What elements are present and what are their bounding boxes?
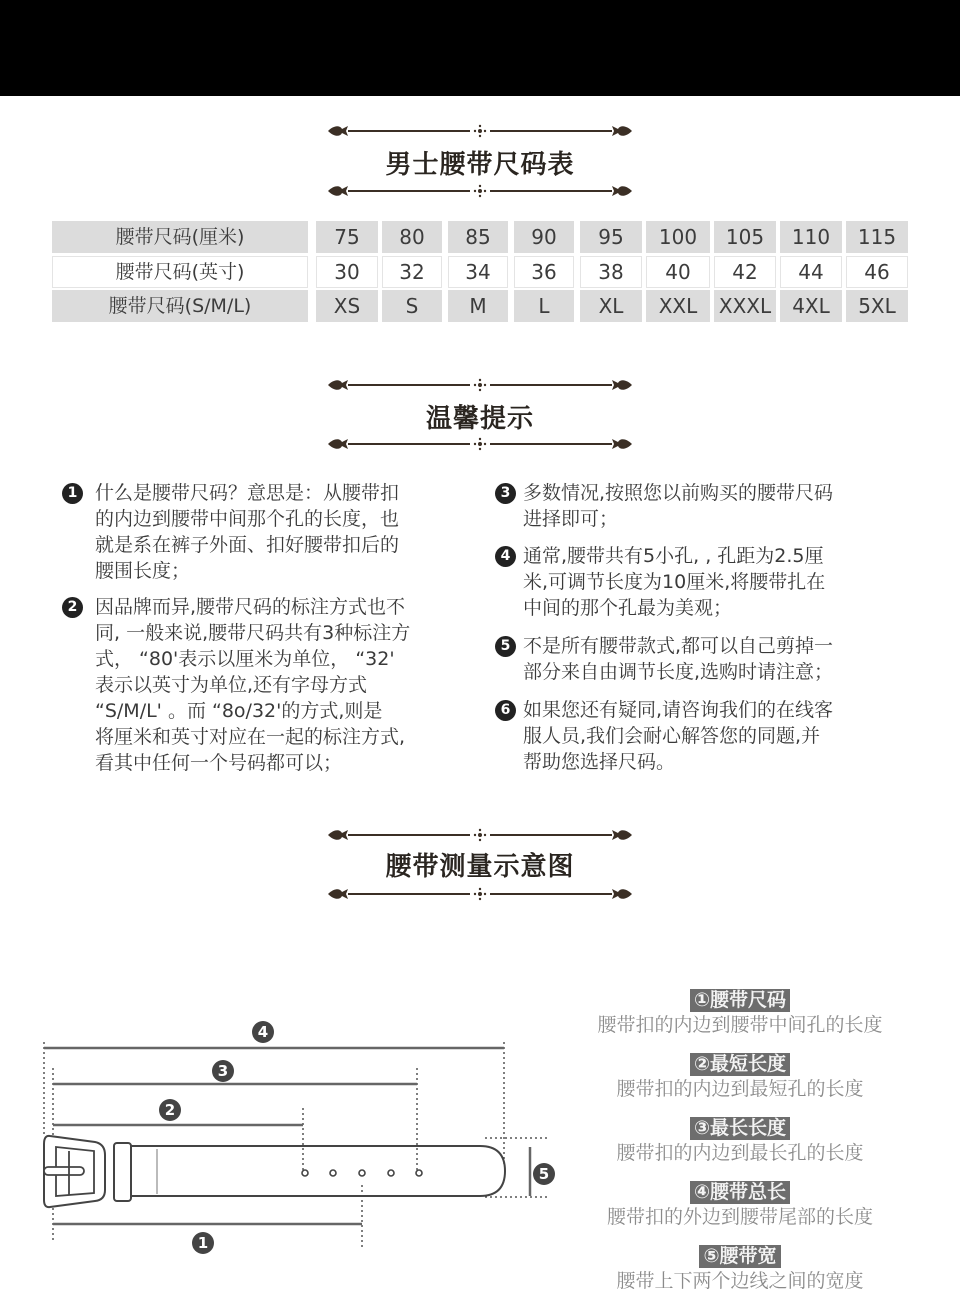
marker-3: 3 — [217, 1062, 229, 1080]
marker-1: 1 — [197, 1234, 209, 1252]
number-badge-icon: 4 — [495, 546, 516, 567]
ornament-divider-icon — [320, 886, 640, 902]
tip-line: 表示以英寸为单位,还有字母方式 — [95, 674, 368, 696]
tip-text — [523, 633, 833, 685]
tip-line: 通常,腰带共有5小孔, , 孔距为2.5厘 — [523, 545, 824, 567]
row-label: 腰带尺码(厘米) — [52, 221, 308, 253]
table-cell: XXL — [646, 290, 710, 322]
row-label: 腰带尺码(S/M/L) — [52, 290, 308, 322]
tip-5 — [495, 633, 895, 688]
tip-line: 的内边到腰带中间那个孔的长度，也 — [95, 508, 400, 530]
label-tag: ⑤腰带宽 — [699, 1245, 780, 1268]
tip-line: 米,可调节长度为10厘米,将腰带扎在 — [523, 571, 826, 593]
table-cell: XS — [316, 290, 378, 322]
number-badge-icon: 6 — [495, 700, 516, 721]
table-row-letter — [52, 290, 910, 322]
label-tag: ④腰带总长 — [690, 1181, 790, 1204]
table-cell: 40 — [646, 256, 710, 288]
table-cell: 34 — [448, 256, 508, 288]
table-cell: 5XL — [846, 290, 908, 322]
tip-text — [523, 480, 833, 532]
diagram-label-2 — [560, 1053, 920, 1102]
tip-line: 就是系在裤子外面、扣好腰带扣后的 — [95, 534, 400, 556]
tip-line: 因品牌而异,腰带尺码的标注方式也不 — [95, 596, 406, 618]
tip-text — [523, 543, 825, 621]
table-cell: 105 — [714, 221, 776, 253]
ornament-divider-icon — [320, 436, 640, 452]
diagram-label-4 — [560, 1181, 920, 1230]
tip-6 — [495, 697, 895, 777]
table-cell: L — [514, 290, 574, 322]
tip-line: 同, 一般来说,腰带尺码共有3种标注方 — [95, 622, 411, 644]
table-cell: 80 — [382, 221, 442, 253]
tip-line: 帮助您选择尺码。 — [523, 751, 676, 773]
label-desc: 腰带扣的内边到最长孔的长度 — [616, 1142, 864, 1164]
ornament-divider-icon — [320, 123, 640, 139]
table-cell: 30 — [316, 256, 378, 288]
tip-line: 部分来自由调节长度,选购时请注意； — [523, 661, 834, 683]
tip-text — [95, 594, 410, 776]
label-tag: ③最长长度 — [690, 1117, 790, 1140]
tip-line: 进择即可； — [523, 508, 619, 530]
marker-2: 2 — [164, 1101, 176, 1119]
table-row-cm — [52, 221, 910, 253]
tip-2 — [62, 594, 472, 779]
table-cell: 90 — [514, 221, 574, 253]
tip-1 — [62, 480, 472, 590]
tip-line: 腰围长度； — [95, 560, 191, 582]
table-cell: 32 — [382, 256, 442, 288]
size-chart-title: 男士腰带尺码表 — [385, 150, 575, 180]
number-badge-icon: 3 — [495, 483, 516, 504]
table-cell: 38 — [580, 256, 642, 288]
table-cell: 95 — [580, 221, 642, 253]
tip-4 — [495, 543, 895, 623]
table-cell: 46 — [846, 256, 908, 288]
label-desc: 腰带扣的外边到腰带尾部的长度 — [606, 1206, 873, 1228]
table-cell: 85 — [448, 221, 508, 253]
table-cell: 44 — [780, 256, 842, 288]
label-desc: 腰带扣的内边到最短孔的长度 — [616, 1078, 864, 1100]
table-cell: 110 — [780, 221, 842, 253]
tip-text — [95, 480, 399, 584]
ornament-divider-icon — [320, 827, 640, 843]
label-desc: 腰带上下两个边线之间的宽度 — [616, 1270, 864, 1292]
tip-line: 什么是腰带尺码？意思是：从腰带扣 — [95, 482, 400, 504]
table-cell: 115 — [846, 221, 908, 253]
diagram-title: 腰带测量示意图 — [385, 852, 575, 882]
tip-line: 多数情况,按照您以前购买的腰带尺码 — [523, 482, 834, 504]
tip-text — [523, 697, 833, 775]
table-cell: 4XL — [780, 290, 842, 322]
table-row-inch — [52, 256, 910, 288]
table-cell: M — [448, 290, 508, 322]
tip-line: “S/M/L' 。而 “8o/32'的方式,则是 — [95, 700, 383, 722]
ornament-divider-icon — [320, 377, 640, 393]
table-cell: S — [382, 290, 442, 322]
number-badge-icon: 5 — [495, 636, 516, 657]
label-desc: 腰带扣的内边到腰带中间孔的长度 — [597, 1014, 883, 1036]
diagram-heading — [320, 826, 640, 906]
label-tag: ①腰带尺码 — [690, 989, 790, 1012]
row-label: 腰带尺码(英寸) — [52, 256, 308, 288]
table-cell: XL — [580, 290, 642, 322]
tip-3 — [495, 480, 895, 535]
number-badge-icon: 1 — [62, 483, 83, 504]
table-cell: 42 — [714, 256, 776, 288]
tip-line: 不是所有腰带款式,都可以自己剪掉一 — [523, 635, 834, 657]
table-cell: 100 — [646, 221, 710, 253]
belt-diagram — [30, 1010, 570, 1270]
tip-line: 将厘米和英寸对应在一起的标注方式, — [95, 726, 406, 748]
tips-heading — [320, 376, 640, 456]
diagram-label-3 — [560, 1117, 920, 1166]
tip-line: 如果您还有疑同,请咨询我们的在线客 — [523, 699, 834, 721]
tip-line: 式， “80'表示以厘米为单位， “32' — [95, 648, 395, 670]
diagram-label-1 — [560, 989, 920, 1038]
belt-illustration-icon — [30, 1010, 570, 1270]
label-tag: ②最短长度 — [690, 1053, 790, 1076]
marker-5: 5 — [538, 1165, 550, 1183]
table-cell: XXXL — [714, 290, 776, 322]
top-black-bar — [0, 0, 960, 96]
tips-title: 温馨提示 — [425, 404, 534, 434]
diagram-label-5 — [560, 1245, 920, 1294]
ornament-divider-icon — [320, 183, 640, 199]
tip-line: 服人员,我们会耐心解答您的同题,并 — [523, 725, 821, 747]
tip-line: 看其中任何一个号码都可以； — [95, 752, 343, 774]
tip-line: 中间的那个孔最为美观； — [523, 597, 733, 619]
number-badge-icon: 2 — [62, 597, 83, 618]
size-chart-heading — [320, 122, 640, 202]
marker-4: 4 — [257, 1023, 269, 1041]
table-cell: 36 — [514, 256, 574, 288]
table-cell: 75 — [316, 221, 378, 253]
